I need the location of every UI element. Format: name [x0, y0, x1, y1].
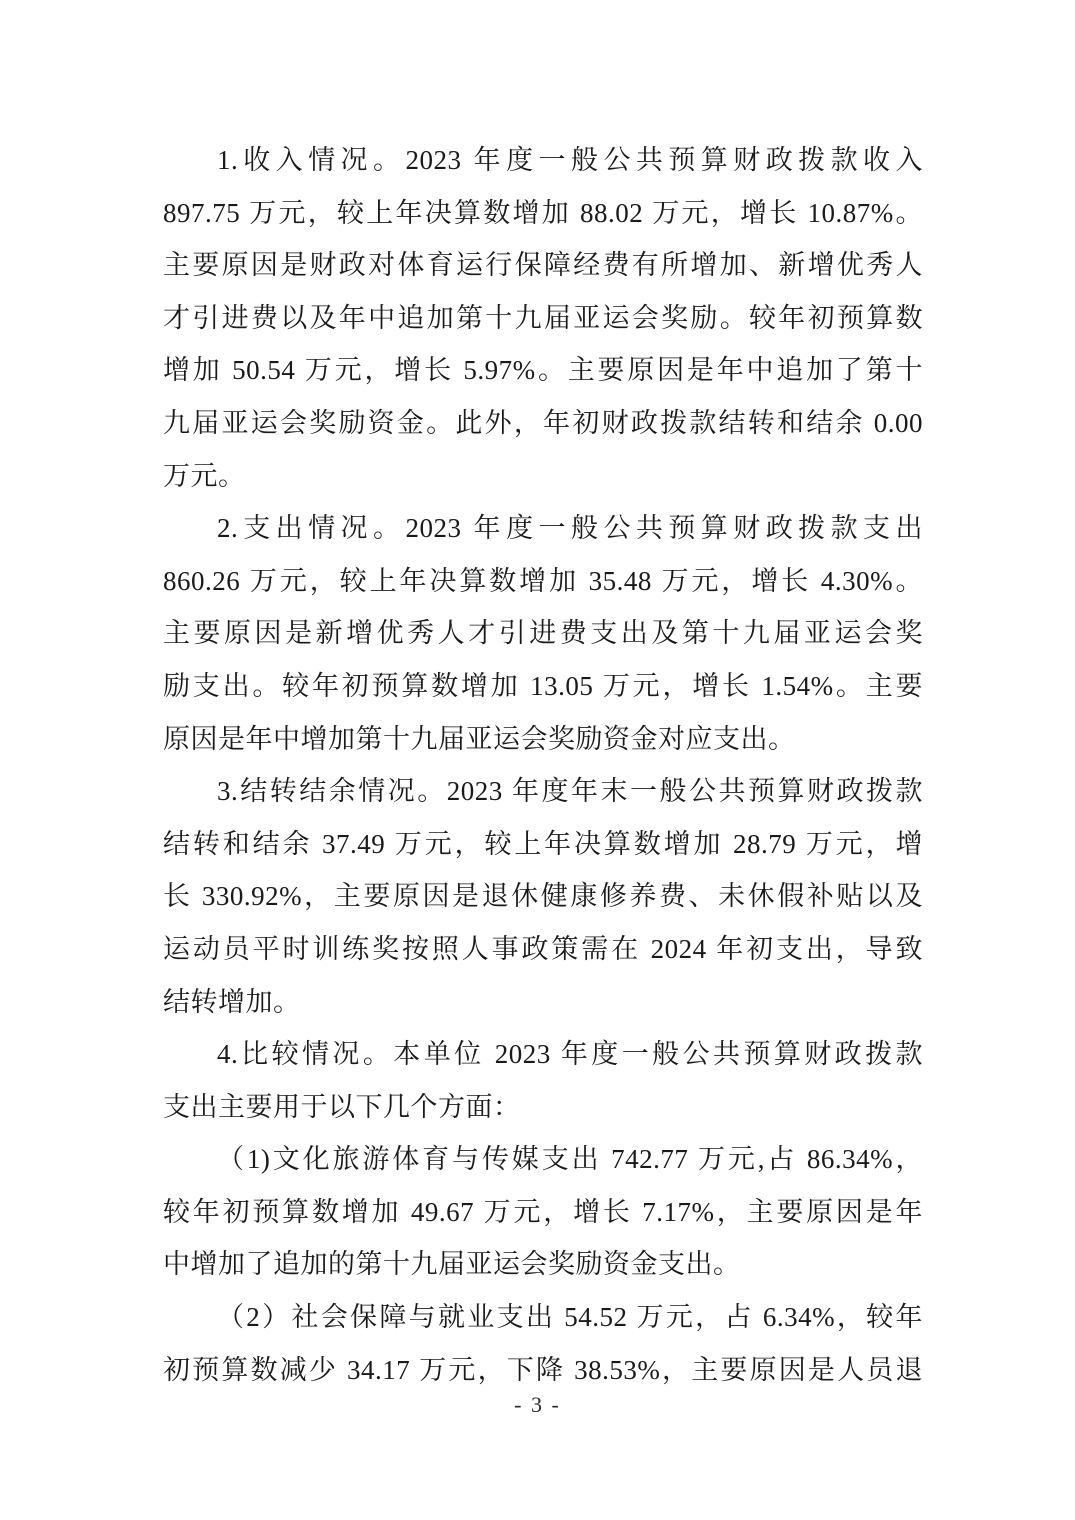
text-line: 2.支出情况。2023 年度一般公共预算财政拨款支出 — [217, 513, 923, 544]
text-line: 九届亚运会奖励资金。此外，年初财政拨款结转和结余 0.00 — [163, 407, 923, 438]
text-line: 3.结转结余情况。2023 年度年末一般公共预算财政拨款 — [217, 776, 923, 807]
paragraph-item-2-social-security-employment — [163, 1291, 923, 1396]
text-line: 万元。 — [163, 460, 246, 491]
text-line: （1)文化旅游体育与传媒支出 742.77 万元,占 86.34%， — [217, 1144, 923, 1175]
text-line: 中增加了追加的第十九届亚运会奖励资金支出。 — [163, 1249, 741, 1280]
text-line: 运动员平时训练奖按照人事政策需在 2024 年初支出，导致 — [163, 933, 923, 964]
paragraph-carryover-balance — [163, 765, 923, 1028]
text-line: 4.比较情况。本单位 2023 年度一般公共预算财政拨款 — [217, 1039, 923, 1070]
paragraph-expenditure-situation — [163, 502, 923, 765]
text-line: 支出主要用于以下几个方面： — [163, 1091, 521, 1122]
text-line: （2）社会保障与就业支出 54.52 万元，占 6.34%，较年 — [217, 1302, 923, 1333]
document-body — [163, 134, 923, 1396]
text-line: 初预算数减少 34.17 万元，下降 38.53%，主要原因是人员退 — [163, 1354, 923, 1385]
text-line: 结转和结余 37.49 万元，较上年决算数增加 28.79 万元，增 — [163, 828, 923, 859]
text-line: 结转增加。 — [163, 986, 301, 1017]
text-line: 才引进费以及年中追加第十九届亚运会奖励。较年初预算数 — [163, 302, 923, 333]
text-line: 励支出。较年初预算数增加 13.05 万元，增长 1.54%。主要 — [163, 670, 923, 701]
text-line: 增加 50.54 万元，增长 5.97%。主要原因是年中追加了第十 — [163, 355, 923, 386]
paragraph-income-situation — [163, 134, 923, 502]
paragraph-comparison-intro — [163, 1028, 923, 1133]
text-line: 较年初预算数增加 49.67 万元，增长 7.17%，主要原因是年 — [163, 1196, 923, 1227]
paragraph-item-1-culture-tourism-sports-media — [163, 1133, 923, 1291]
page-number: - 3 - — [514, 1392, 561, 1417]
text-line: 主要原因是新增优秀人才引进费支出及第十九届亚运会奖 — [163, 618, 923, 649]
text-line: 原因是年中增加第十九届亚运会奖励资金对应支出。 — [163, 723, 796, 754]
text-line: 主要原因是财政对体育运行保障经费有所增加、新增优秀人 — [163, 250, 923, 281]
text-line: 897.75 万元，较上年决算数增加 88.02 万元，增长 10.87%。 — [163, 197, 923, 228]
text-line: 长 330.92%，主要原因是退休健康修养费、未休假补贴以及 — [163, 881, 923, 912]
text-line: 1.收入情况。2023 年度一般公共预算财政拨款收入 — [217, 145, 923, 175]
text-line: 860.26 万元，较上年决算数增加 35.48 万元，增长 4.30%。 — [163, 565, 923, 596]
